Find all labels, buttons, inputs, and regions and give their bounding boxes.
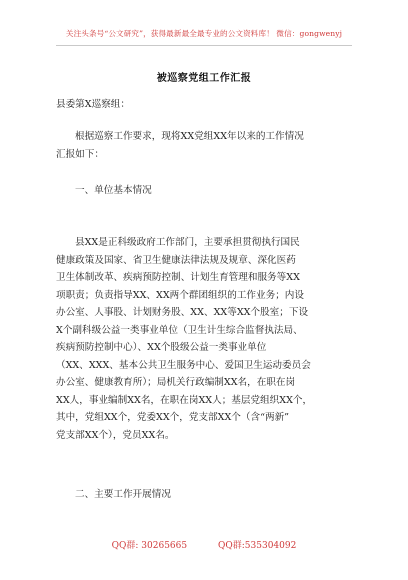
intro-paragraph (56, 128, 354, 163)
header-divider (56, 45, 352, 46)
salutation (56, 96, 354, 114)
section1-line: X个副科级公益一类事业单位（卫生计生综合监督执法局、 (56, 324, 303, 336)
section2-heading (56, 486, 354, 504)
section1-line: 其中，党组XX个，党委XX个，党支部XX个（含“两新” (56, 412, 290, 423)
intro-line: 根据巡察工作要求，现将XX党组XX年以来的工作情况 (75, 131, 304, 142)
section-heading-text: 二、主要工作开展情况 (75, 489, 171, 500)
section1-line: 县XX是正科级政府工作部门，主要承担贯彻执行国民 (75, 237, 300, 248)
section1-line: 卫生体制改革、疾病预防控制、计划生育管理和服务等XX (56, 272, 300, 283)
salutation-text: 县委第X巡察组： (56, 99, 130, 110)
section1-paragraph (56, 234, 354, 444)
document-title: 被巡察党组工作汇报 (156, 73, 252, 84)
section1-line: 疾病预防控制中心）、XX个股级公益一类事业单位 (56, 342, 267, 353)
header-banner: 关注头条号“公文研究”，获得最新最全最专业的公文资料库！ 微信：gongwenyj (65, 29, 343, 38)
section1-line: 办公室、人事股、计划财务股、XX、XX等XX个股室；下设 (56, 307, 309, 318)
qq-group-2: QQ群:535304092 (218, 541, 297, 551)
intro-line: 汇报如下： (56, 148, 104, 160)
qq-group-1: QQ群: 30265665 (111, 541, 188, 551)
section-heading-text: 一、单位基本情况 (75, 185, 152, 196)
section1-line: 项职责；负责指导XX、XX两个群团组织的工作业务；内设 (56, 289, 304, 301)
section1-line: 健康政策及国家、省卫生健康法律法规及规章、深化医药 (56, 254, 296, 266)
section1-line: XX人，事业编制XX名，在职在岗XX人；基层党组织XX个， (56, 394, 313, 406)
section1-line: 办公室、健康教育所）；局机关行政编制XX名，在职在岗 (56, 377, 296, 388)
section1-line: 党支部XX个），党员XX名。 (56, 429, 175, 441)
section1-heading (56, 182, 354, 200)
section1-line: （XX、XXX、基本公共卫生服务中心、爱国卫生运动委员会 (56, 359, 311, 371)
footer-contact (0, 538, 408, 551)
